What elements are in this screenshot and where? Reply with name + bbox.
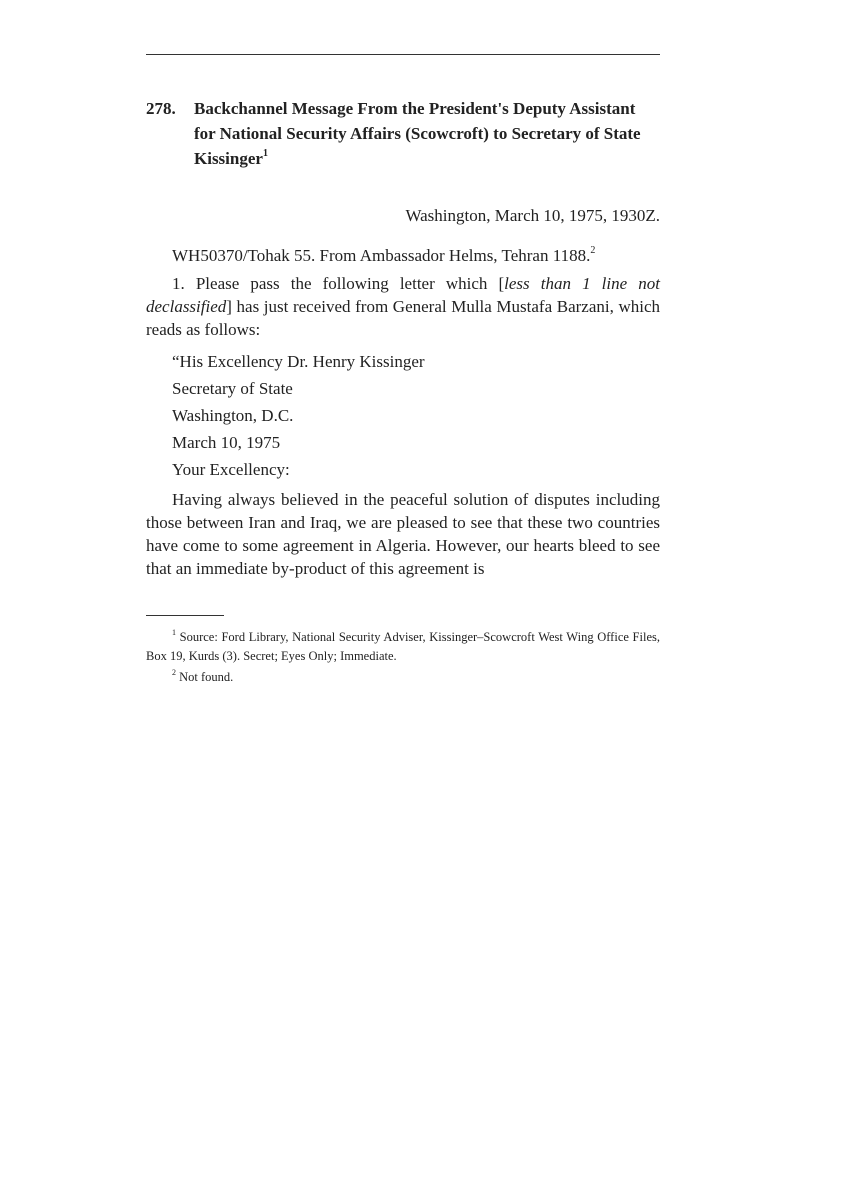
document-title: [194, 96, 660, 171]
paragraph-1-italic: less than 1 line not declassified: [146, 274, 660, 316]
letter-date: March 10, 1975: [172, 433, 281, 452]
footnote-1-marker: 1: [172, 627, 176, 637]
top-rule: [146, 54, 660, 55]
paragraph-1: [146, 272, 660, 341]
reference-text: WH50370/Tohak 55. From Ambassador Helms, Tehran 1188.: [172, 246, 591, 265]
footnote-2: [172, 668, 233, 687]
footnote-2-marker: 2: [172, 667, 176, 677]
footnote-ref-1: 1: [262, 148, 268, 160]
reference-line: [172, 244, 595, 268]
document-title-text: Backchannel Message From the President's Deputy Assistant for National Security Affairs (Scowcroft) to Secretary of State Kissinger: [194, 99, 641, 168]
footnote-1: [146, 628, 660, 666]
document-page: [146, 0, 660, 1200]
footnote-ref-2: 2: [590, 245, 596, 257]
letter-city: Washington, D.C.: [172, 406, 294, 425]
paragraph-1-end: ] has just received from General Mulla Mustafa Barzani, which reads as follows:: [146, 297, 660, 339]
letter-body: Having always believed in the peaceful solution of disputes including those between Iran and Iraq, we are pleased to see that these two countries have come to some agreement in Algeria. However, our hearts bleed to see that an immediate by-product of this agreement is: [146, 490, 660, 578]
dateline: Washington, March 10, 1975, 1930Z.: [405, 206, 660, 225]
footnote-rule: [146, 615, 224, 616]
document-number: 278.: [146, 99, 176, 118]
letter-salutation: Your Excellency:: [172, 460, 290, 479]
letter-title: Secretary of State: [172, 379, 293, 398]
footnote-2-text: Not found.: [179, 670, 234, 684]
footnote-1-text: Source: Ford Library, National Security Adviser, Kissinger–Scowcroft West Wing Office Files, Box 19, Kurds (3). Secret; Eyes Only; Immediate.: [146, 630, 660, 663]
letter-addressee: “His Excellency Dr. Henry Kissinger: [172, 352, 425, 371]
paragraph-1-start: 1. Please pass the following letter which [: [172, 274, 505, 293]
